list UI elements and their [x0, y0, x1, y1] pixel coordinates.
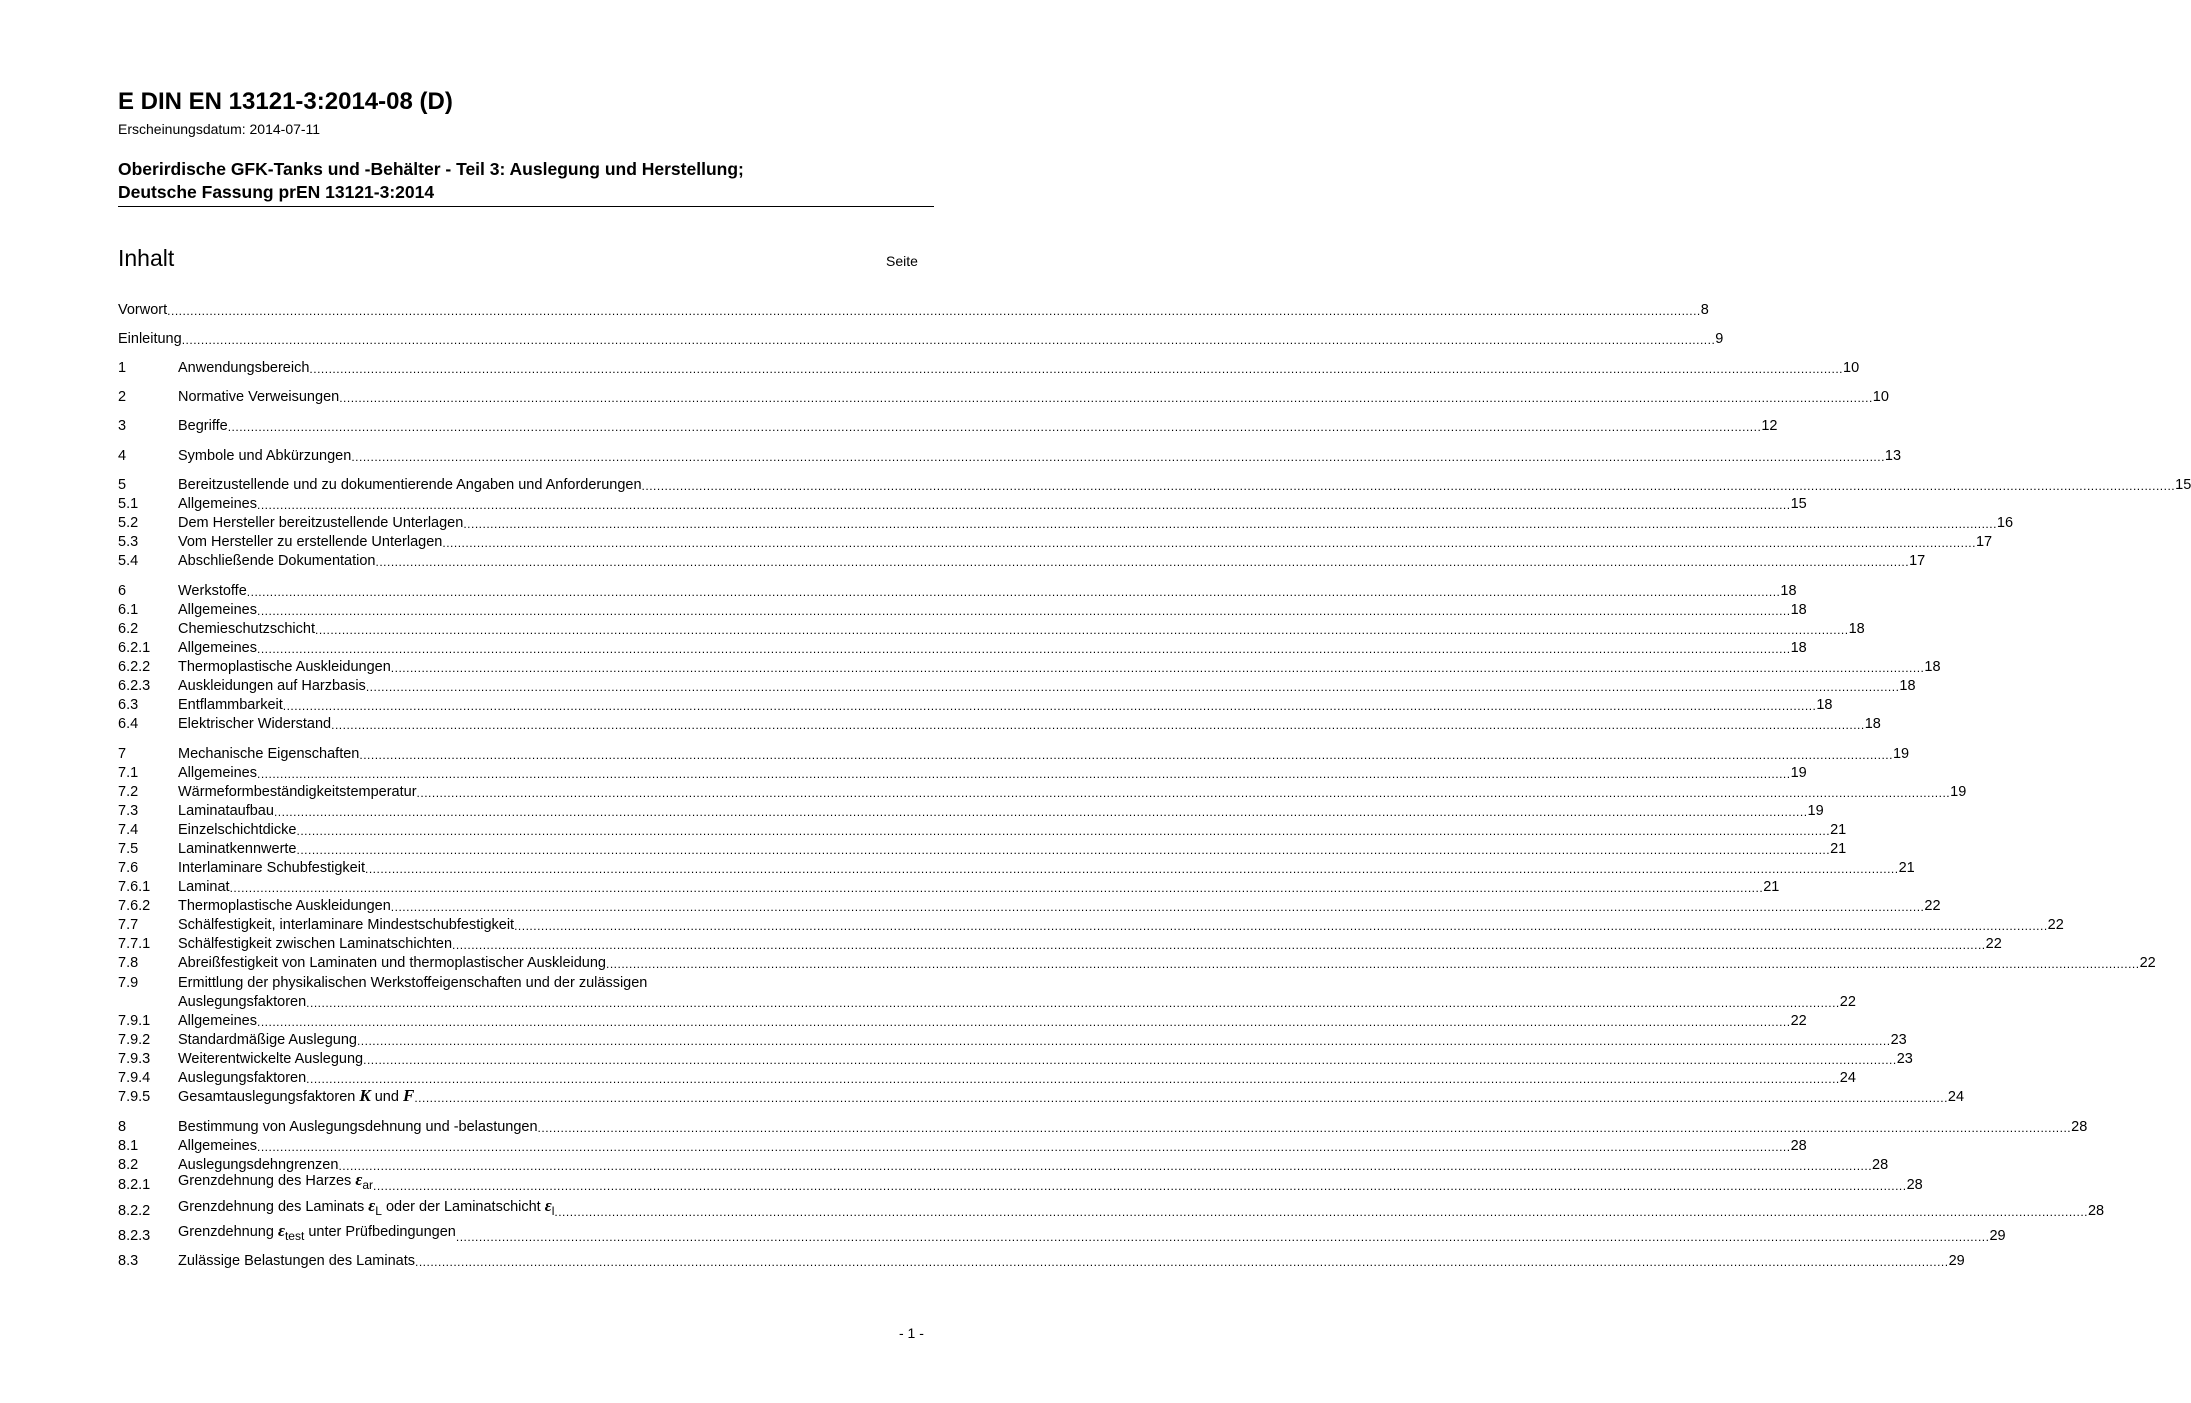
toc-entry-page: 19 — [1790, 765, 1807, 781]
toc-entry[interactable] — [118, 802, 1824, 821]
toc-entry-number: 8 — [118, 1119, 127, 1135]
toc-entry-page: 18 — [1790, 602, 1807, 618]
toc-entry-page: 19 — [1950, 784, 1967, 800]
toc-entry-title-text: Allgemeines — [178, 640, 257, 656]
toc-entry-page: 28 — [1872, 1157, 1889, 1173]
toc-entry-page: 28 — [1906, 1177, 1923, 1193]
toc-entry[interactable] — [118, 840, 1847, 859]
toc-entry-title-text: Laminat — [178, 879, 230, 895]
toc-entry[interactable] — [118, 897, 1941, 916]
toc-entry-title — [178, 495, 257, 514]
toc-entry-title — [178, 1086, 414, 1107]
toc-entry[interactable] — [118, 495, 1807, 514]
issue-date: Erscheinungsdatum: 2014-07-11 — [118, 121, 321, 137]
leader-dots: ................................................................................................................................................................................................................................................................................................................................................................................................................ — [246, 585, 1781, 599]
toc-entry-page: 23 — [1890, 1032, 1907, 1048]
leader-dots: ................................................................................................................................................................................................................................................................................................................................................................................................................ — [514, 919, 2048, 933]
toc-entry-page: 15 — [2175, 477, 2191, 493]
toc-entry-title-text: Laminataufbau — [178, 803, 274, 819]
toc-entry-number: 6.2.1 — [118, 640, 151, 656]
toc-entry-number: 7.9.2 — [118, 1032, 151, 1048]
leader-dots: ................................................................................................................................................................................................................................................................................................................................................................................................................ — [167, 304, 1701, 318]
toc-entry-number: 7.8 — [118, 955, 139, 971]
toc-entry-page: 13 — [1884, 448, 1902, 464]
toc-entry-number: 6.3 — [118, 697, 139, 713]
toc-entry[interactable] — [118, 1196, 2105, 1221]
toc-entry-number: 8.3 — [118, 1253, 139, 1269]
toc-entry-number: 6.2 — [118, 621, 139, 637]
toc-entry[interactable] — [118, 993, 1856, 1012]
toc-entry-title-text: Werkstoffe — [178, 583, 247, 599]
toc-entry-number: 6.1 — [118, 602, 139, 618]
toc-entry-title-text: Schälfestigkeit zwischen Laminatschichten — [178, 936, 453, 952]
toc-entry-title — [178, 878, 230, 897]
toc-entry-number: 5.1 — [118, 496, 139, 512]
strain-symbol: ε — [355, 1170, 363, 1190]
toc-entry-number: 6.2.2 — [118, 659, 151, 675]
page-column-label: Seite — [886, 253, 918, 269]
toc-entry-page: 21 — [1830, 841, 1847, 857]
toc-entry-title-text: Allgemeines — [178, 1138, 257, 1154]
toc-entry-title — [178, 582, 247, 601]
toc-entry-page: 18 — [1848, 621, 1865, 637]
leader-dots: ................................................................................................................................................................................................................................................................................................................................................................................................................ — [309, 362, 1843, 376]
toc-entry[interactable] — [118, 447, 1902, 466]
toc-entry-title-text: Allgemeines — [178, 765, 257, 781]
toc-entry-page: 22 — [1839, 994, 1856, 1010]
page-number: - 1 - — [899, 1325, 924, 1341]
toc-entry[interactable] — [118, 821, 1847, 840]
toc-entry-page: 23 — [1896, 1051, 1913, 1067]
toc-entry-page: 19 — [1807, 803, 1824, 819]
toc-entry-page: 28 — [1790, 1138, 1807, 1154]
toc-entry-page: 24 — [1947, 1089, 1965, 1105]
toc-entry[interactable] — [118, 783, 1967, 802]
leader-dots: ................................................................................................................................................................................................................................................................................................................................................................................................................ — [338, 1159, 1873, 1173]
toc-entry[interactable] — [118, 601, 1807, 620]
toc-entry-title-text: Bereitzustellende und zu dokumentierende Angaben und Anforderungen — [178, 477, 642, 493]
toc-entry-page: 22 — [1924, 898, 1941, 914]
toc-entry-title-text: Ermittlung der physikalischen Werkstoffeigenschaften und der zulässigen — [178, 975, 648, 991]
toc-entry-number: 8.2.3 — [118, 1228, 151, 1244]
toc-entry-title-text: Chemieschutzschicht — [178, 621, 315, 637]
toc-entry-title — [178, 677, 366, 696]
toc-entry-title-text: Dem Hersteller bereitzustellende Unterlagen — [178, 515, 464, 531]
toc-entry-title-continuation: oder der Laminatschicht — [385, 1199, 541, 1216]
toc-entry[interactable] — [118, 514, 2014, 533]
leader-dots: ................................................................................................................................................................................................................................................................................................................................................................................................................ — [455, 1230, 1990, 1244]
toc-entry-title — [178, 1137, 257, 1156]
toc-entry-title — [178, 840, 297, 859]
toc-entry-title — [178, 897, 391, 916]
leader-dots: ................................................................................................................................................................................................................................................................................................................................................................................................................ — [359, 748, 1893, 762]
leader-dots: ................................................................................................................................................................................................................................................................................................................................................................................................................ — [365, 862, 1899, 876]
toc-entry-page: 8 — [1700, 302, 1709, 318]
toc-entry[interactable] — [118, 1118, 2088, 1137]
leader-dots: ................................................................................................................................................................................................................................................................................................................................................................................................................ — [375, 555, 1910, 569]
toc-entry-title — [178, 552, 375, 571]
toc-entry[interactable] — [118, 916, 2064, 935]
toc-entry-page: 15 — [1790, 496, 1807, 512]
leader-dots: ................................................................................................................................................................................................................................................................................................................................................................................................................ — [296, 824, 1831, 838]
leader-dots: ................................................................................................................................................................................................................................................................................................................................................................................................................ — [373, 1179, 1907, 1193]
toc-entry-number: 7.9.1 — [118, 1013, 151, 1029]
toc-entry-title-text: Elektrischer Widerstand — [178, 716, 332, 732]
toc-entry-number: 1 — [118, 360, 127, 376]
toc-entry-title-text: Thermoplastische Auskleidungen — [178, 659, 391, 675]
toc-entry-number: 7 — [118, 746, 127, 762]
toc-entry-page: 28 — [2071, 1119, 2088, 1135]
toc-entry-title — [178, 1170, 373, 1195]
toc-entry-title — [178, 620, 315, 639]
toc-entry-title-continuation: unter Prüfbedingungen — [308, 1224, 456, 1241]
leader-dots: ................................................................................................................................................................................................................................................................................................................................................................................................................ — [282, 699, 1817, 713]
toc-entry[interactable] — [118, 696, 1833, 715]
toc-entry-number: 7.3 — [118, 803, 139, 819]
toc-entry-title — [178, 859, 365, 878]
title-line-2: Deutsche Fassung prEN 13121-3:2014 — [118, 182, 435, 202]
toc-entry-title — [178, 476, 642, 495]
toc-entry-title-text: Grenzdehnung — [178, 1224, 274, 1241]
toc-entry-title-text: Entflammbarkeit — [178, 697, 283, 713]
leader-dots: ................................................................................................................................................................................................................................................................................................................................................................................................................ — [463, 517, 1997, 531]
leader-dots: ................................................................................................................................................................................................................................................................................................................................................................................................................ — [390, 900, 1925, 914]
leader-dots: ................................................................................................................................................................................................................................................................................................................................................................................................................ — [606, 957, 2140, 971]
toc-entry-title-text: Auslegungsfaktoren — [178, 994, 307, 1010]
toc-entry-title — [178, 417, 228, 436]
toc-entry-title-text: Einzelschichtdicke — [178, 822, 297, 838]
toc-entry-page: 22 — [2047, 917, 2064, 933]
toc-entry-title-text: Auskleidungen auf Harzbasis — [178, 678, 366, 694]
leader-dots: ................................................................................................................................................................................................................................................................................................................................................................................................................ — [257, 1140, 1791, 1154]
toc-entry-title — [178, 821, 296, 840]
toc-entry-title — [178, 388, 339, 407]
toc-entry-title — [178, 447, 351, 466]
toc-entry-number: 7.5 — [118, 841, 139, 857]
toc-entry-title-text: Vom Hersteller zu erstellende Unterlagen — [178, 534, 443, 550]
toc-entry-number: 5.2 — [118, 515, 139, 531]
toc-entry[interactable] — [118, 388, 1889, 407]
toc-entry-title-text: Weiterentwickelte Auslegung — [178, 1051, 364, 1067]
toc-entry-title — [118, 301, 167, 320]
toc-entry-title-text: Zulässige Belastungen des Laminats — [178, 1253, 415, 1269]
toc-entry-title-text: Laminatkennwerte — [178, 841, 297, 857]
leader-dots: ................................................................................................................................................................................................................................................................................................................................................................................................................ — [257, 604, 1791, 618]
toc-entry-title — [178, 1050, 363, 1069]
toc-entry-title — [178, 601, 257, 620]
toc-entry[interactable] — [118, 417, 1778, 436]
toc-entry-title — [178, 715, 331, 734]
toc-entry[interactable] — [118, 1031, 1907, 1050]
leader-dots: ................................................................................................................................................................................................................................................................................................................................................................................................................ — [229, 881, 1764, 895]
strain-subscript: test — [284, 1229, 305, 1243]
toc-entry-number: 5.3 — [118, 534, 139, 550]
toc-entry[interactable] — [118, 878, 1780, 897]
toc-entry-page: 24 — [1839, 1070, 1856, 1086]
toc-entry-number: 5 — [118, 477, 127, 493]
toc-entry-number: 7.9.5 — [118, 1089, 151, 1105]
toc-entry-number: 7.6 — [118, 860, 139, 876]
toc-entry-title-text: Anwendungsbereich — [178, 360, 310, 376]
leader-dots: ................................................................................................................................................................................................................................................................................................................................................................................................................ — [257, 767, 1791, 781]
leader-dots: ................................................................................................................................................................................................................................................................................................................................................................................................................ — [537, 1121, 2072, 1135]
toc-entry-page: 18 — [1864, 716, 1881, 732]
toc-entry-page: 17 — [1909, 553, 1926, 569]
toc-entry-page: 21 — [1763, 879, 1780, 895]
toc-entry-title — [178, 783, 417, 802]
toc-entry[interactable] — [118, 745, 1910, 764]
toc-entry-title-text: Allgemeines — [178, 1013, 257, 1029]
toc-entry[interactable] — [118, 552, 1926, 571]
toc-entry[interactable] — [118, 1137, 1807, 1156]
toc-entry-title-text: Auslegungsdehngrenzen — [178, 1157, 339, 1173]
leader-dots: ................................................................................................................................................................................................................................................................................................................................................................................................................ — [641, 479, 2176, 493]
toc-entry-number: 4 — [118, 448, 127, 464]
toc-entry-title-text: Begriffe — [178, 418, 228, 434]
toc-entry-title — [178, 935, 452, 954]
toc-entry-title-text: Abschließende Dokumentation — [178, 553, 376, 569]
leader-dots: ................................................................................................................................................................................................................................................................................................................................................................................................................ — [315, 623, 1849, 637]
document-title — [118, 158, 744, 204]
leader-dots: ................................................................................................................................................................................................................................................................................................................................................................................................................ — [296, 843, 1831, 857]
toc-entry-page: 16 — [1996, 515, 2014, 531]
toc-entry[interactable] — [118, 620, 1865, 639]
toc-entry-page: 10 — [1843, 360, 1860, 376]
toc-entry-title — [178, 745, 359, 764]
toc-entry[interactable] — [118, 1012, 1807, 1031]
leader-dots: ................................................................................................................................................................................................................................................................................................................................................................................................................ — [257, 1015, 1791, 1029]
toc-entry-page: 21 — [1898, 860, 1915, 876]
toc-entry-title — [178, 658, 391, 677]
toc-entry-page: 28 — [2087, 1203, 2105, 1219]
leader-dots: ................................................................................................................................................................................................................................................................................................................................................................................................................ — [363, 1053, 1897, 1067]
toc-entry-number: 7.6.1 — [118, 879, 151, 895]
toc-entry[interactable] — [118, 974, 931, 993]
toc-entry-number: 7.6.2 — [118, 898, 151, 914]
toc-entry-number: 7.2 — [118, 784, 139, 800]
toc-entry-title-text: Thermoplastische Auskleidungen — [178, 898, 391, 914]
toc-entry-number: 5.4 — [118, 553, 139, 569]
toc-entry-title — [178, 1012, 257, 1031]
strain-symbol: ε — [277, 1221, 285, 1241]
strain-subscript: L — [375, 1204, 382, 1218]
toc-entry-number: 2 — [118, 389, 127, 405]
toc-entry-number: 7.7.1 — [118, 936, 151, 952]
toc-entry-page: 18 — [1924, 659, 1941, 675]
leader-dots: ................................................................................................................................................................................................................................................................................................................................................................................................................ — [181, 333, 1716, 347]
toc-entry-title-text: Auslegungsfaktoren — [178, 1070, 307, 1086]
toc-entry-title-text: Allgemeines — [178, 602, 257, 618]
toc-entry-title — [178, 974, 647, 993]
toc-entry[interactable] — [118, 658, 1941, 677]
toc-entry-number: 7.1 — [118, 765, 139, 781]
toc-entry-page: 10 — [1872, 389, 1889, 405]
toc-entry-number: 7.9 — [118, 975, 139, 991]
toc-entry[interactable] — [118, 677, 1916, 696]
toc-entry-number: 7.7 — [118, 917, 139, 933]
toc-entry-number: 6.2.3 — [118, 678, 151, 694]
toc-entry-number: 8.2 — [118, 1157, 139, 1173]
strain-symbol: ε — [368, 1196, 376, 1216]
toc-entry-page: 17 — [1975, 534, 1993, 550]
toc-entry-page: 22 — [2139, 955, 2156, 971]
toc-entry-title — [178, 1252, 415, 1271]
leader-dots: ................................................................................................................................................................................................................................................................................................................................................................................................................ — [306, 996, 1840, 1010]
leader-dots: ................................................................................................................................................................................................................................................................................................................................................................................................................ — [554, 1205, 2088, 1219]
toc-entry-title — [178, 533, 442, 552]
toc-entry-page: 12 — [1761, 418, 1778, 434]
toc-entry[interactable] — [118, 935, 2002, 954]
leader-dots: ................................................................................................................................................................................................................................................................................................................................................................................................................ — [452, 938, 1986, 952]
toc-entry-title-text: Mechanische Eigenschaften — [178, 746, 360, 762]
toc-entry[interactable] — [118, 476, 2191, 495]
leader-dots: ................................................................................................................................................................................................................................................................................................................................................................................................................ — [414, 1091, 1948, 1105]
toc-entry-title — [178, 1221, 456, 1246]
toc-entry-title-text: Wärmeformbeständigkeitstemperatur — [178, 784, 417, 800]
toc-entry[interactable] — [118, 1050, 1913, 1069]
toc-entry-title — [178, 916, 514, 935]
title-line-1: Oberirdische GFK-Tanks und -Behälter - Teil 3: Auslegung und Herstellung; — [118, 159, 744, 179]
toc-entry-page: 18 — [1790, 640, 1807, 656]
toc-entry-number: 6 — [118, 583, 127, 599]
toc-heading: Inhalt — [118, 245, 175, 271]
leader-dots: ................................................................................................................................................................................................................................................................................................................................................................................................................ — [257, 498, 1791, 512]
toc-entry[interactable] — [118, 859, 1915, 878]
toc-entry[interactable] — [118, 954, 2156, 973]
toc-entry[interactable] — [118, 1086, 1965, 1107]
toc-entry-title — [178, 359, 309, 378]
toc-entry-number: 6.4 — [118, 716, 139, 732]
toc-entry-title-text: Bestimmung von Auslegungsdehnung und -belastungen — [178, 1119, 538, 1135]
toc-entry-title — [178, 993, 306, 1012]
toc-entry-title — [178, 1118, 538, 1137]
toc-entry-title — [178, 514, 463, 533]
leader-dots: ................................................................................................................................................................................................................................................................................................................................................................................................................ — [351, 450, 1885, 464]
leader-dots: ................................................................................................................................................................................................................................................................................................................................................................................................................ — [365, 680, 1900, 694]
toc-entry[interactable] — [118, 330, 1724, 349]
toc-entry-page: 29 — [1989, 1228, 2006, 1244]
toc-entry-title-connector: und — [374, 1089, 399, 1105]
toc-entry-title — [178, 639, 257, 658]
toc-entry-number: 8.2.1 — [118, 1177, 151, 1193]
leader-dots: ................................................................................................................................................................................................................................................................................................................................................................................................................ — [339, 391, 1873, 405]
toc-entry-page: 29 — [1948, 1253, 1965, 1269]
leader-dots: ................................................................................................................................................................................................................................................................................................................................................................................................................ — [257, 642, 1791, 656]
strain-symbol: ε — [544, 1196, 552, 1216]
toc-entry-title-text: Grenzdehnung des Laminats — [178, 1199, 365, 1216]
strain-subscript: l — [551, 1204, 555, 1218]
toc-entry-number: 7.9.3 — [118, 1051, 151, 1067]
toc-entry[interactable] — [118, 582, 1797, 601]
toc-entry-title — [178, 802, 274, 821]
leader-dots: ................................................................................................................................................................................................................................................................................................................................................................................................................ — [306, 1072, 1840, 1086]
title-divider — [118, 206, 934, 207]
toc-entry-title — [178, 764, 257, 783]
toc-entry[interactable] — [118, 715, 1881, 734]
toc-entry[interactable] — [118, 1170, 1923, 1195]
toc-entry-title — [118, 330, 182, 349]
toc-entry-number: 7.4 — [118, 822, 139, 838]
leader-dots: ................................................................................................................................................................................................................................................................................................................................................................................................................ — [390, 661, 1925, 675]
leader-dots: ................................................................................................................................................................................................................................................................................................................................................................................................................ — [356, 1034, 1891, 1048]
toc-entry-page: 19 — [1892, 746, 1910, 762]
toc-entry[interactable] — [118, 301, 1709, 320]
toc-entry-number: 8.1 — [118, 1138, 139, 1154]
toc-entry-title-text: Vorwort — [118, 302, 168, 318]
toc-entry-title — [178, 954, 606, 973]
leader-dots: ................................................................................................................................................................................................................................................................................................................................................................................................................ — [416, 786, 1951, 800]
leader-dots: ................................................................................................................................................................................................................................................................................................................................................................................................................ — [273, 805, 1808, 819]
toc-entry[interactable] — [118, 359, 1860, 378]
toc-entry-title-text: Einleitung — [118, 331, 182, 347]
toc-entry-title-text: Interlaminare Schubfestigkeit — [178, 860, 365, 876]
toc-entry-title-text: Schälfestigkeit, interlaminare Mindestschubfestigkeit — [178, 917, 515, 933]
toc-entry-title-text: Grenzdehnung des Harzes — [178, 1173, 352, 1190]
toc-entry-page: 9 — [1715, 331, 1724, 347]
toc-entry-page: 18 — [1816, 697, 1833, 713]
toc-entry-page: 21 — [1830, 822, 1847, 838]
leader-dots: ................................................................................................................................................................................................................................................................................................................................................................................................................ — [331, 718, 1865, 732]
toc-entry[interactable] — [118, 1252, 1965, 1271]
toc-entry[interactable] — [118, 639, 1807, 658]
leader-dots: ................................................................................................................................................................................................................................................................................................................................................................................................................ — [227, 420, 1762, 434]
toc-entry-title-text: Normative Verweisungen — [178, 389, 340, 405]
toc-entry-number: 7.9.4 — [118, 1070, 151, 1086]
leader-dots: ................................................................................................................................................................................................................................................................................................................................................................................................................ — [414, 1255, 1949, 1269]
toc-entry-page: 22 — [1790, 1013, 1807, 1029]
toc-entry-page: 18 — [1780, 583, 1797, 599]
toc-entry-title-text: Allgemeines — [178, 496, 257, 512]
document-id: E DIN EN 13121-3:2014-08 (D) — [118, 88, 453, 115]
toc-entry-title-text: Symbole und Abkürzungen — [178, 448, 352, 464]
symbol-f: F — [402, 1086, 415, 1105]
toc-entry[interactable] — [118, 764, 1807, 783]
toc-entry-page: 22 — [1985, 936, 2002, 952]
toc-entry-title — [178, 1196, 554, 1221]
toc-entry-title — [178, 1031, 357, 1050]
toc-entry[interactable] — [118, 1221, 2006, 1246]
toc-entry[interactable] — [118, 533, 1993, 552]
toc-entry-title-text: Abreißfestigkeit von Laminaten und thermoplastischer Auskleidung — [178, 955, 606, 971]
symbol-k: K — [359, 1086, 371, 1105]
toc-entry-title-text: Gesamtauslegungsfaktoren — [178, 1089, 356, 1105]
strain-subscript: ar — [362, 1178, 373, 1192]
toc-entry-title — [178, 696, 283, 715]
leader-dots: ................................................................................................................................................................................................................................................................................................................................................................................................................ — [442, 536, 1976, 550]
toc-entry-page: 18 — [1899, 678, 1916, 694]
toc-entry-number: 8.2.2 — [118, 1203, 151, 1219]
toc-entry-number: 3 — [118, 418, 127, 434]
toc-entry-title-text: Standardmäßige Auslegung — [178, 1032, 357, 1048]
